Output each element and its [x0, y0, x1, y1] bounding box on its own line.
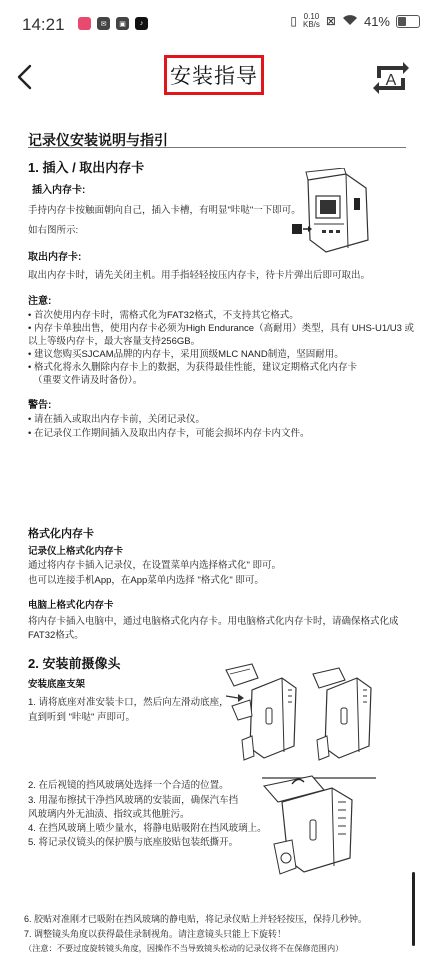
windshield-mount-illustration: [252, 772, 382, 882]
network-speed: [303, 13, 320, 29]
insert-card-title: 插入内存卡:: [32, 185, 86, 196]
back-arrow-icon[interactable]: [14, 63, 38, 91]
mail-icon: ✉: [97, 17, 110, 30]
sim-disabled-icon: ⊠: [325, 14, 336, 28]
note-title: 注意:: [28, 296, 52, 307]
insert-card-figure-ref: 如右图所示:: [28, 225, 79, 236]
scrollbar[interactable]: [412, 872, 415, 946]
note-line: • 首次使用内存卡时，需格式化为FAT32格式，不支持其它格式。: [28, 310, 299, 321]
insert-card-text: 手持内存卡按触面朝向自己，插入卡槽，有明显"咔哒"一下即可。: [28, 205, 301, 216]
section-2-title: 2. 安装前摄像头: [28, 656, 121, 671]
format-recorder-line: 通过将内存卡插入记录仪，在设置菜单内选择格式化" 即可。: [28, 560, 282, 571]
install-step-6: 6. 胶贴对准刚才已吸附在挡风玻璃的静电贴，将记录仪贴上并轻轻按压，保持几秒钟。: [24, 914, 368, 924]
mount-line: 直到听到 "咔哒" 声即可。: [28, 712, 136, 723]
status-bar: [0, 0, 432, 48]
page-title-text: 安装指导: [170, 65, 258, 88]
install-step: 风玻璃内外无油渍、指纹或其他脏污。: [28, 809, 190, 820]
net-speed-unit: KB/s: [303, 20, 320, 29]
page-title: [164, 55, 264, 95]
install-step: 4. 在挡风玻璃上喷少量水，将静电贴吸附在挡风玻璃上。: [28, 823, 267, 834]
format-pc-line: 将内存卡插入电脑中，通过电脑格式化内存卡。用电脑格式化内存卡时，请确保格式化成: [28, 616, 399, 627]
remove-card-title: 取出内存卡:: [28, 252, 82, 263]
app-header: [0, 48, 432, 106]
note-line: （重要文件请及时备份）。: [33, 375, 143, 386]
vibrate-icon: ▯: [290, 14, 297, 28]
battery-icon: [396, 15, 420, 28]
format-recorder-line: 也可以连接手机App，在App菜单内选择 "格式化" 即可。: [28, 575, 264, 586]
translate-icon[interactable]: [371, 58, 411, 98]
install-step: 2. 在后视镜的挡风玻璃处选择一个合适的位置。: [28, 780, 229, 791]
warning-line: • 请在插入或取出内存卡前，关闭记录仪。: [28, 414, 205, 425]
format-pc-title: 电脑上格式化内存卡: [28, 600, 114, 611]
format-pc-line: FAT32格式。: [28, 630, 84, 641]
warning-line: • 在记录仪工作期间插入及取出内存卡，可能会损坏内存卡内文件。: [28, 428, 310, 439]
message-icon: ▣: [116, 17, 129, 30]
battery-percent: 41%: [363, 13, 390, 29]
warning-title: 警告:: [28, 400, 52, 411]
note-line: 以上等级内存卡，最大容量支持256GB。: [28, 336, 201, 347]
note-line: • 建议您购买SJCAM品牌的内存卡，采用顶级MLC NAND制造，坚固耐用。: [28, 349, 344, 360]
mount-line: 1. 请将底座对准安装卡口，然后向左滑动底座，: [28, 697, 229, 708]
wifi-icon: [342, 14, 358, 29]
shopping-app-icon: [78, 17, 91, 30]
format-card-title: 格式化内存卡: [28, 528, 94, 540]
install-step: 5. 将记录仪镜头的保护膜与底座胶贴包装纸撕开。: [28, 837, 239, 848]
status-indicators: [290, 13, 420, 29]
mount-title: 安装底座支架: [28, 679, 86, 690]
svg-text:A: A: [385, 72, 397, 89]
sd-card-insert-illustration: [286, 168, 376, 258]
notification-icons: [78, 17, 148, 30]
note-line: • 格式化将永久删除内存卡上的数据，为获得最佳性能，建议定期格式化内存卡: [28, 362, 357, 373]
footnote: （注意：不要过度旋转镜头角度，因操作不当导致镜头松动的记录仪将不在保修范围内）: [24, 944, 344, 953]
net-speed-value: 0.10: [303, 12, 320, 21]
install-step: 3. 用湿布擦拭干净挡风玻璃的安装面，确保汽车挡: [28, 795, 239, 806]
install-step-7: 7. 调整镜头角度以获得最佳录制视角。请注意镜头只能上下旋转！: [24, 929, 287, 939]
tiktok-icon: ♪: [135, 17, 148, 30]
format-recorder-title: 记录仪上格式化内存卡: [28, 546, 124, 557]
mount-attached-illustration: [303, 660, 383, 765]
doc-main-title: 记录仪安装说明与指引: [28, 132, 168, 148]
mount-bracket-illustration: [212, 660, 302, 765]
note-line: • 内存卡单独出售，使用内存卡必须为High Endurance（高耐用）类型，具有 UHS-U1/U3 或: [28, 323, 415, 334]
remove-card-text: 取出内存卡时，请先关闭主机。用手指轻轻按压内存卡，待卡片弹出后即可取出。: [28, 270, 371, 281]
section-1-title: 1. 插入 / 取出内存卡: [28, 160, 145, 175]
status-time: 14:21: [22, 15, 65, 34]
